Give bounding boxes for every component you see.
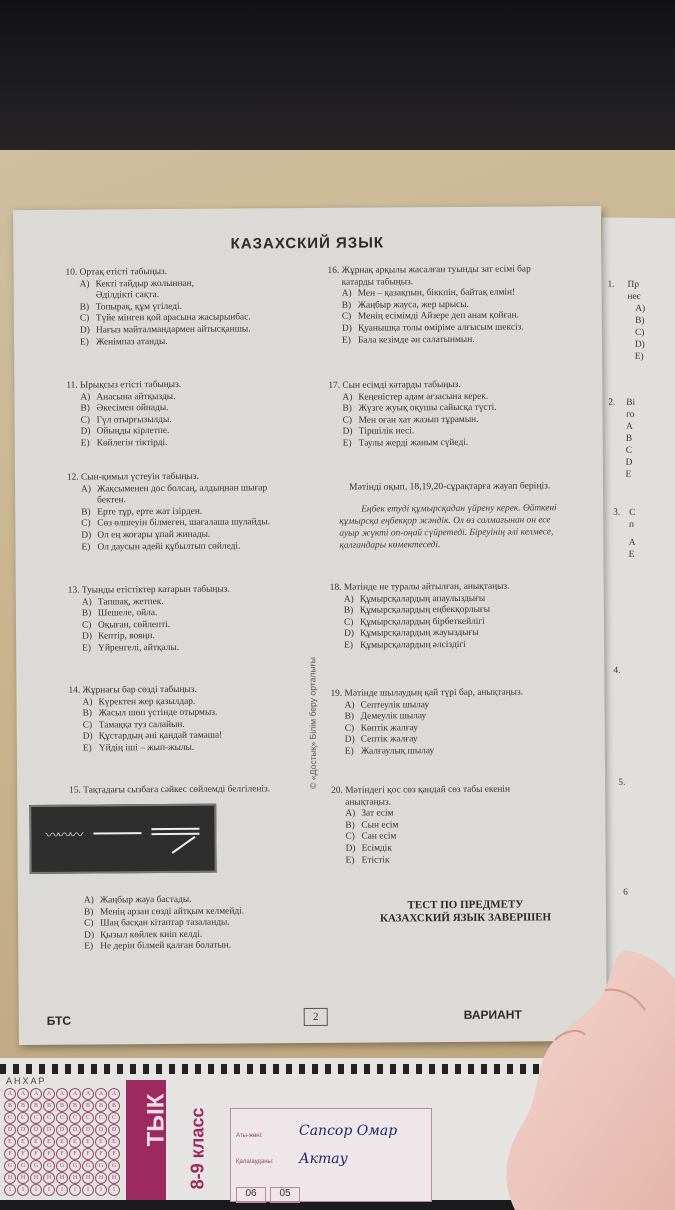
option-letter: D)	[84, 930, 100, 942]
option-letter: A)	[342, 289, 358, 301]
option-letter: C)	[80, 314, 96, 326]
question-block	[328, 379, 578, 450]
option-text: Кекті тайдыр жолыннан,	[96, 278, 194, 289]
answer-bubble[interactable]: A	[56, 1088, 68, 1100]
option-letter: D)	[345, 735, 361, 747]
answer-bubble[interactable]: G	[56, 1160, 68, 1172]
option-text: Зат есім	[361, 809, 393, 819]
answer-bubble[interactable]: D	[43, 1124, 55, 1136]
option-letter: C)	[345, 832, 361, 844]
answer-bubble[interactable]: G	[108, 1160, 120, 1172]
option-letter: A)	[80, 279, 96, 291]
left-column	[65, 266, 303, 268]
wavy-underline-icon: 〰〰〰	[45, 825, 81, 845]
answer-bubble[interactable]: I	[30, 1184, 42, 1196]
question-text: 11. Ырықсыз етісті табыңыз.	[66, 379, 304, 392]
option-text: бектен.	[97, 495, 126, 505]
single-underline-icon	[93, 832, 141, 834]
option-letter: C)	[344, 617, 360, 629]
next-page-text: B)	[635, 316, 644, 328]
option-letter: B)	[82, 609, 98, 621]
option-letter: B)	[84, 907, 100, 919]
next-page-text: D	[626, 458, 633, 470]
footer-left: БТС	[47, 1014, 71, 1028]
option-letter: A)	[82, 597, 98, 609]
option-text: Сын есім	[361, 820, 398, 830]
answer-bubble[interactable]: I	[56, 1184, 68, 1196]
chalk-stroke-icon	[172, 836, 196, 854]
option-text: Қызыл көйлек киіп келді.	[100, 930, 202, 941]
page-title: КАЗАХСКИЙ ЯЗЫК	[13, 233, 601, 254]
option-letter: D)	[344, 629, 360, 641]
option-text: Күректен жер қазылдар.	[98, 696, 195, 707]
answer-bubble[interactable]: C	[82, 1112, 94, 1124]
option-letter: A)	[82, 697, 98, 709]
option-letter: A)	[345, 809, 361, 821]
question-text: 13. Туынды етістіктер катарын табыңыз.	[68, 584, 306, 597]
option-letter: B)	[345, 820, 361, 832]
option-letter: E)	[81, 542, 97, 554]
answer-option[interactable]	[343, 437, 579, 450]
question-block	[330, 581, 580, 652]
option-text: Үйдің іші – жып-жылы.	[99, 743, 194, 754]
answer-bubble[interactable]: F	[108, 1148, 120, 1160]
answer-bubble[interactable]: A	[4, 1088, 16, 1100]
answer-bubble[interactable]: E	[69, 1136, 81, 1148]
option-text: Мен – қазақпын, біккпін, байтақ елмін!	[358, 288, 516, 299]
answer-bubble[interactable]: F	[43, 1148, 55, 1160]
option-text: Нағыз майталмандармен айтысқаншы.	[96, 324, 251, 335]
option-letter: E)	[84, 942, 100, 954]
option-letter: D)	[83, 732, 99, 744]
option-letter: E)	[81, 438, 97, 450]
option-letter: C)	[83, 720, 99, 732]
answer-bubble[interactable]: G	[17, 1160, 29, 1172]
answer-bubble[interactable]: B	[30, 1100, 42, 1112]
answer-bubble[interactable]: I	[82, 1184, 94, 1196]
option-text: Ерте тұр, ерте жат ізірден.	[97, 507, 202, 518]
option-text: Сан есім	[361, 832, 396, 842]
footer-variant: ВАРИАНТ	[464, 1008, 522, 1022]
option-text: Жақсыменен дос болсаң, алдыңнан шығар	[97, 483, 267, 494]
name-label: Аты-жөні:	[236, 1133, 263, 1139]
answer-option[interactable]	[81, 437, 305, 450]
option-text: Оқыған, сөйлепті.	[98, 620, 170, 631]
question-text: 18. Мәтінде не туралы айтылған, анықтаңыз.	[330, 581, 580, 594]
option-text: Таулы жерді жаным сүйеді.	[359, 438, 468, 449]
next-page-text: го	[626, 410, 634, 422]
next-page-text: неє	[627, 292, 640, 304]
test-complete-note	[353, 898, 578, 926]
question-block	[68, 584, 306, 655]
option-letter: A)	[342, 392, 358, 404]
option-letter: A)	[80, 392, 96, 404]
option-text: Құмырсқалардың апаулыздығы	[360, 593, 485, 604]
next-page-text: E	[625, 470, 631, 482]
answer-bubble[interactable]: B	[69, 1100, 81, 1112]
answer-bubble[interactable]: B	[4, 1100, 16, 1112]
answer-bubble[interactable]: D	[69, 1124, 81, 1136]
next-page	[594, 218, 675, 1019]
bubble-grid[interactable]	[0, 1082, 120, 1200]
question-block	[67, 471, 306, 554]
answer-bubble[interactable]: H	[30, 1172, 42, 1184]
option-letter: C)	[82, 620, 98, 632]
question-text: 20. Мәтіндегі қос сөз қандай сөз табы екенін	[331, 784, 581, 797]
next-page-text: Пр	[627, 280, 639, 292]
option-text: Бала кезімде ән салатынмын.	[358, 334, 475, 345]
answer-bubble[interactable]: I	[4, 1184, 16, 1196]
option-text: Құмырсқалардың еңбекқорлығы	[360, 605, 490, 616]
answer-bubble[interactable]: A	[43, 1088, 55, 1100]
option-text: Жасыл шөп үстінде отырмыз.	[99, 708, 218, 719]
option-text: Жалғаулық шылау	[361, 746, 434, 757]
answer-option[interactable]	[345, 745, 581, 758]
next-page-text: 6	[623, 888, 628, 900]
answer-bubble[interactable]: C	[95, 1112, 107, 1124]
next-page-text: A	[629, 538, 636, 550]
answer-bubble[interactable]: D	[56, 1124, 68, 1136]
answer-bubble[interactable]: A	[95, 1088, 107, 1100]
city-label: Қала/ауданы:	[236, 1159, 274, 1165]
sheet-header: АНХАР	[6, 1076, 47, 1086]
answer-option[interactable]	[82, 642, 306, 655]
option-letter: B)	[342, 300, 358, 312]
background-dark	[0, 0, 675, 175]
option-text: Әділдікті сақта.	[96, 290, 159, 300]
question-text: 19. Мәтінде шылаудың қай түрі бар, анықтаңыз.	[330, 687, 580, 700]
answer-bubble[interactable]: E	[4, 1136, 16, 1148]
option-text: Жаңбыр жауа бастады.	[100, 895, 192, 906]
student-info-form[interactable]	[230, 1108, 432, 1202]
next-page-text: Ві	[626, 398, 635, 410]
option-text: Мен оған хат жазып тұрамын.	[359, 415, 479, 426]
answer-bubble[interactable]: F	[30, 1148, 42, 1160]
timing-marks	[0, 1064, 540, 1074]
option-text: Етістік	[362, 855, 390, 865]
next-page-text: D)	[635, 340, 645, 352]
option-letter: E)	[344, 641, 360, 653]
question-block	[66, 379, 304, 450]
right-column	[327, 264, 577, 266]
next-page-text: 1.	[607, 280, 614, 292]
answer-bubble[interactable]: B	[95, 1100, 107, 1112]
answer-option[interactable]	[81, 541, 305, 554]
option-letter: B)	[80, 404, 96, 416]
answer-bubble[interactable]: E	[30, 1136, 42, 1148]
option-text: Көптік жалғау	[361, 723, 418, 733]
option-text: Жаңбыр жауса, жер ырысы.	[358, 300, 469, 311]
option-letter: E)	[342, 335, 358, 347]
option-text: Кептір, вояңн.	[98, 631, 155, 641]
question-text-cont: анықтаңыз.	[345, 796, 581, 809]
next-page-text: C	[629, 508, 635, 520]
next-page-text: A)	[635, 304, 645, 316]
option-letter: B)	[81, 507, 97, 519]
answer-option[interactable]	[83, 742, 307, 755]
option-text: Шешеле, ойла.	[98, 608, 157, 618]
option-letter: D)	[80, 325, 96, 337]
answer-bubble[interactable]: A	[30, 1088, 42, 1100]
next-page-fragments	[602, 218, 675, 219]
option-text: Не дерін білмей қалған болатын.	[100, 941, 231, 952]
option-letter: E)	[346, 855, 362, 867]
option-letter: A)	[345, 700, 361, 712]
option-text: Менің есімімді Айзере деп анам қойған.	[358, 311, 519, 322]
answer-option[interactable]	[344, 639, 580, 652]
answer-bubble[interactable]: E	[108, 1136, 120, 1148]
answer-bubble[interactable]: C	[17, 1112, 29, 1124]
option-letter: A)	[344, 594, 360, 606]
city-value[interactable]: Актау	[299, 1151, 348, 1167]
next-page-text: C	[626, 446, 632, 458]
question-text: 16. Жұрнақ арқылы жасалған туынды зат есімі бар	[327, 264, 577, 277]
answer-bubble[interactable]: I	[69, 1184, 81, 1196]
question-text: 14. Жұрнағы бар сөзді табыңыз.	[68, 684, 306, 697]
answer-bubble[interactable]: D	[108, 1124, 120, 1136]
page-number: 2	[304, 1008, 328, 1026]
answer-bubble[interactable]: F	[17, 1148, 29, 1160]
answer-bubble[interactable]: H	[4, 1172, 16, 1184]
option-text: Гүл отырғызылды.	[97, 415, 172, 426]
brand-strip	[126, 1080, 166, 1200]
option-letter: C)	[84, 919, 100, 931]
answer-bubble[interactable]: D	[4, 1124, 16, 1136]
answer-bubble[interactable]: H	[69, 1172, 81, 1184]
option-text: Құмырсқалардың бірбеткейлігі	[360, 617, 485, 628]
answer-option[interactable]	[342, 334, 578, 347]
option-text: Тамаққа туз салайын.	[99, 720, 185, 731]
option-text: Женімпаз атанды.	[96, 337, 168, 347]
option-text: Үйренгелі, айтқалы.	[98, 643, 179, 654]
question-text: 15. Тақтадағы сызбаға сәйкес сөйлемді белгіленіз.	[69, 784, 307, 797]
answer-bubble[interactable]: B	[108, 1100, 120, 1112]
option-letter: E)	[343, 439, 359, 451]
option-letter: D)	[342, 324, 358, 336]
name-value[interactable]: Сапсор Омар	[299, 1123, 397, 1139]
answer-bubble[interactable]: D	[95, 1124, 107, 1136]
option-letter: B)	[80, 302, 96, 314]
option-letter: E)	[83, 743, 99, 755]
answer-bubble[interactable]: H	[95, 1172, 107, 1184]
answer-bubble[interactable]: A	[17, 1088, 29, 1100]
option-text: Тапшақ, жетпек.	[98, 597, 164, 607]
option-text: Демеулік шылау	[361, 711, 427, 721]
answer-bubble[interactable]: D	[30, 1124, 42, 1136]
option-text: Жүзге жуық оқушы сайысқа түсті.	[358, 403, 496, 414]
answer-bubble[interactable]: G	[43, 1160, 55, 1172]
option-text: Ол ең жоғары ұпай жинады.	[97, 530, 210, 541]
option-letter: E)	[80, 337, 96, 349]
answer-bubble[interactable]: B	[17, 1100, 29, 1112]
next-page-text: 3.	[613, 508, 620, 520]
answer-bubble[interactable]: C	[30, 1112, 42, 1124]
option-letter: A)	[84, 895, 100, 907]
answer-bubble[interactable]: B	[43, 1100, 55, 1112]
code-boxes[interactable]	[236, 1187, 426, 1201]
option-letter: D)	[82, 632, 98, 644]
next-page-text: п	[629, 520, 634, 532]
answer-bubble[interactable]: H	[43, 1172, 55, 1184]
option-text: Көйлегін тіктірді.	[97, 438, 168, 448]
answer-bubble[interactable]: C	[43, 1112, 55, 1124]
double-underline-icon	[151, 828, 199, 830]
option-text: Анасына айтқызды.	[96, 392, 175, 403]
answer-bubble[interactable]: C	[108, 1112, 120, 1124]
answer-bubble[interactable]: H	[56, 1172, 68, 1184]
sentence-diagram	[29, 804, 216, 874]
option-text: Сөз өлшеуін білмеген, шағалаша шулайды.	[97, 518, 270, 529]
answer-bubble[interactable]: E	[82, 1136, 94, 1148]
answer-bubble[interactable]: D	[17, 1124, 29, 1136]
answer-bubble[interactable]: G	[4, 1160, 16, 1172]
question-block	[70, 894, 308, 954]
answer-bubble[interactable]: H	[108, 1172, 120, 1184]
option-text: Қуанышқа толы өміріме алғысым шексіз.	[358, 322, 524, 333]
option-letter: D)	[346, 844, 362, 856]
answer-bubble[interactable]: C	[69, 1112, 81, 1124]
answer-bubble[interactable]: F	[69, 1148, 81, 1160]
answer-bubble[interactable]: G	[69, 1160, 81, 1172]
option-letter: C)	[81, 519, 97, 531]
question-block	[331, 784, 582, 867]
answer-option[interactable]	[84, 940, 308, 953]
answer-bubble[interactable]: I	[43, 1184, 55, 1196]
option-text: Ол даусын әдейі құбылтып сөйледі.	[97, 541, 240, 552]
option-letter: C)	[81, 415, 97, 427]
option-letter: B)	[342, 404, 358, 416]
question-block	[69, 784, 307, 797]
answer-bubble[interactable]: F	[95, 1148, 107, 1160]
option-letter: D)	[81, 530, 97, 542]
next-page-text: B	[626, 434, 632, 446]
next-page-text: C)	[635, 328, 644, 340]
question-block	[330, 687, 580, 758]
answer-bubble[interactable]: C	[56, 1112, 68, 1124]
next-page-text: 5.	[618, 778, 625, 790]
brand-text: ТЫК	[142, 1094, 170, 1147]
hand	[495, 950, 675, 1210]
option-text: Әкесімен ойнады.	[96, 403, 168, 414]
option-text: Ойыңды кірлетпе.	[97, 426, 170, 437]
option-text: Септеулік шылау	[361, 700, 430, 710]
double-underline-icon-b	[151, 833, 199, 835]
answer-bubble[interactable]: F	[82, 1148, 94, 1160]
answer-option[interactable]	[346, 854, 582, 867]
option-letter: C)	[342, 312, 358, 324]
answer-bubble[interactable]: G	[82, 1160, 94, 1172]
answer-bubble[interactable]: F	[4, 1148, 16, 1160]
answer-bubble[interactable]: I	[108, 1184, 120, 1196]
option-text: Түйе мінген қой арасына жасырынбас.	[96, 313, 251, 324]
option-letter: E)	[345, 747, 361, 759]
answer-bubble[interactable]: F	[56, 1148, 68, 1160]
grade-label	[187, 1090, 227, 1200]
option-text: Менің арзан сөзді айтқым келмейді.	[100, 906, 244, 917]
question-block	[68, 684, 306, 755]
option-text: Кеңеністер адам ағзасына керек.	[358, 391, 488, 402]
copyright-text: © «Достық» Білім беру орталығы	[306, 538, 319, 908]
answer-bubble[interactable]: D	[82, 1124, 94, 1136]
next-page-text: 4.	[613, 666, 620, 678]
option-letter: D)	[81, 427, 97, 439]
final-line-1: ТЕСТ ПО ПРЕДМЕТУ	[353, 898, 578, 913]
question-text-cont: катарды табыңыз.	[342, 276, 578, 289]
option-letter: B)	[83, 709, 99, 721]
answer-bubble[interactable]: A	[69, 1088, 81, 1100]
option-text: Топырақ, құм үгіледі.	[96, 302, 182, 313]
option-letter: D)	[343, 427, 359, 439]
answer-bubble[interactable]: G	[30, 1160, 42, 1172]
answer-bubble[interactable]: A	[82, 1088, 94, 1100]
answer-bubble[interactable]: E	[17, 1136, 29, 1148]
option-letter: B)	[345, 712, 361, 724]
question-text: 12. Сын-қимыл үстеуін табыңыз.	[67, 471, 305, 484]
option-letter: B)	[344, 606, 360, 618]
answer-bubble[interactable]: I	[95, 1184, 107, 1196]
option-text: Құмырсқалардың әлсіздігі	[360, 640, 466, 651]
next-page-text: E	[629, 550, 635, 562]
question-text: 17. Сын есімді катарды табыңыз.	[328, 379, 578, 392]
option-text: Септік жалғау	[361, 735, 418, 745]
test-page	[13, 206, 607, 1045]
question-block	[65, 266, 304, 349]
option-letter: C)	[345, 723, 361, 735]
option-letter: C)	[343, 415, 359, 427]
answer-bubble[interactable]: B	[82, 1100, 94, 1112]
answer-bubble[interactable]: E	[95, 1136, 107, 1148]
option-text: Құстардың әні қандай тамаша!	[99, 731, 223, 742]
answer-bubble[interactable]: B	[56, 1100, 68, 1112]
answer-bubble[interactable]: A	[108, 1088, 120, 1100]
answer-bubble[interactable]: C	[4, 1112, 16, 1124]
next-page-text: E)	[635, 352, 644, 364]
question-text: 10. Ортақ етісті табыңыз.	[65, 266, 303, 279]
grade-text: 8-9 класс	[187, 1108, 208, 1190]
next-page-text: A	[626, 422, 633, 434]
option-letter: E)	[82, 643, 98, 655]
answer-option[interactable]	[80, 336, 304, 349]
option-text: Шаң басқан кітаптар тазаланды.	[100, 918, 230, 929]
option-text: Тіршілік иесі.	[359, 427, 415, 437]
answer-bubble[interactable]: E	[56, 1136, 68, 1148]
passage-instruction: Мәтінді оқып, 18,19,20-сұрақтарға жауап беріңіз.	[349, 480, 550, 493]
final-line-2: КАЗАХСКИЙ ЯЗЫК ЗАВЕРШЕН	[353, 911, 578, 926]
question-block	[327, 264, 578, 347]
answer-bubble[interactable]: I	[17, 1184, 29, 1196]
answer-bubble[interactable]: H	[82, 1172, 94, 1184]
answer-bubble[interactable]: G	[95, 1160, 107, 1172]
option-letter: A)	[81, 484, 97, 496]
reading-passage: Еңбек етуді құмырсқадан үйрену керек. Өйткені құмырсқа еңбекқор жәндік. Ол өз салмағынан он есе ауыр жүкті оп-оңай сүйретеді. Біреуінің әлі келмесе, қалғандары көмектеседі.	[339, 502, 569, 552]
option-text: Есімдік	[362, 843, 392, 853]
next-page-text: 2.	[608, 398, 615, 410]
option-text: Құмырсқалардың жауыздығы	[360, 628, 479, 639]
answer-bubble[interactable]: E	[43, 1136, 55, 1148]
copyright-vertical	[306, 538, 321, 908]
code-box[interactable]: 06	[236, 1187, 266, 1203]
code-box[interactable]: 05	[270, 1187, 300, 1203]
answer-bubble[interactable]: H	[17, 1172, 29, 1184]
